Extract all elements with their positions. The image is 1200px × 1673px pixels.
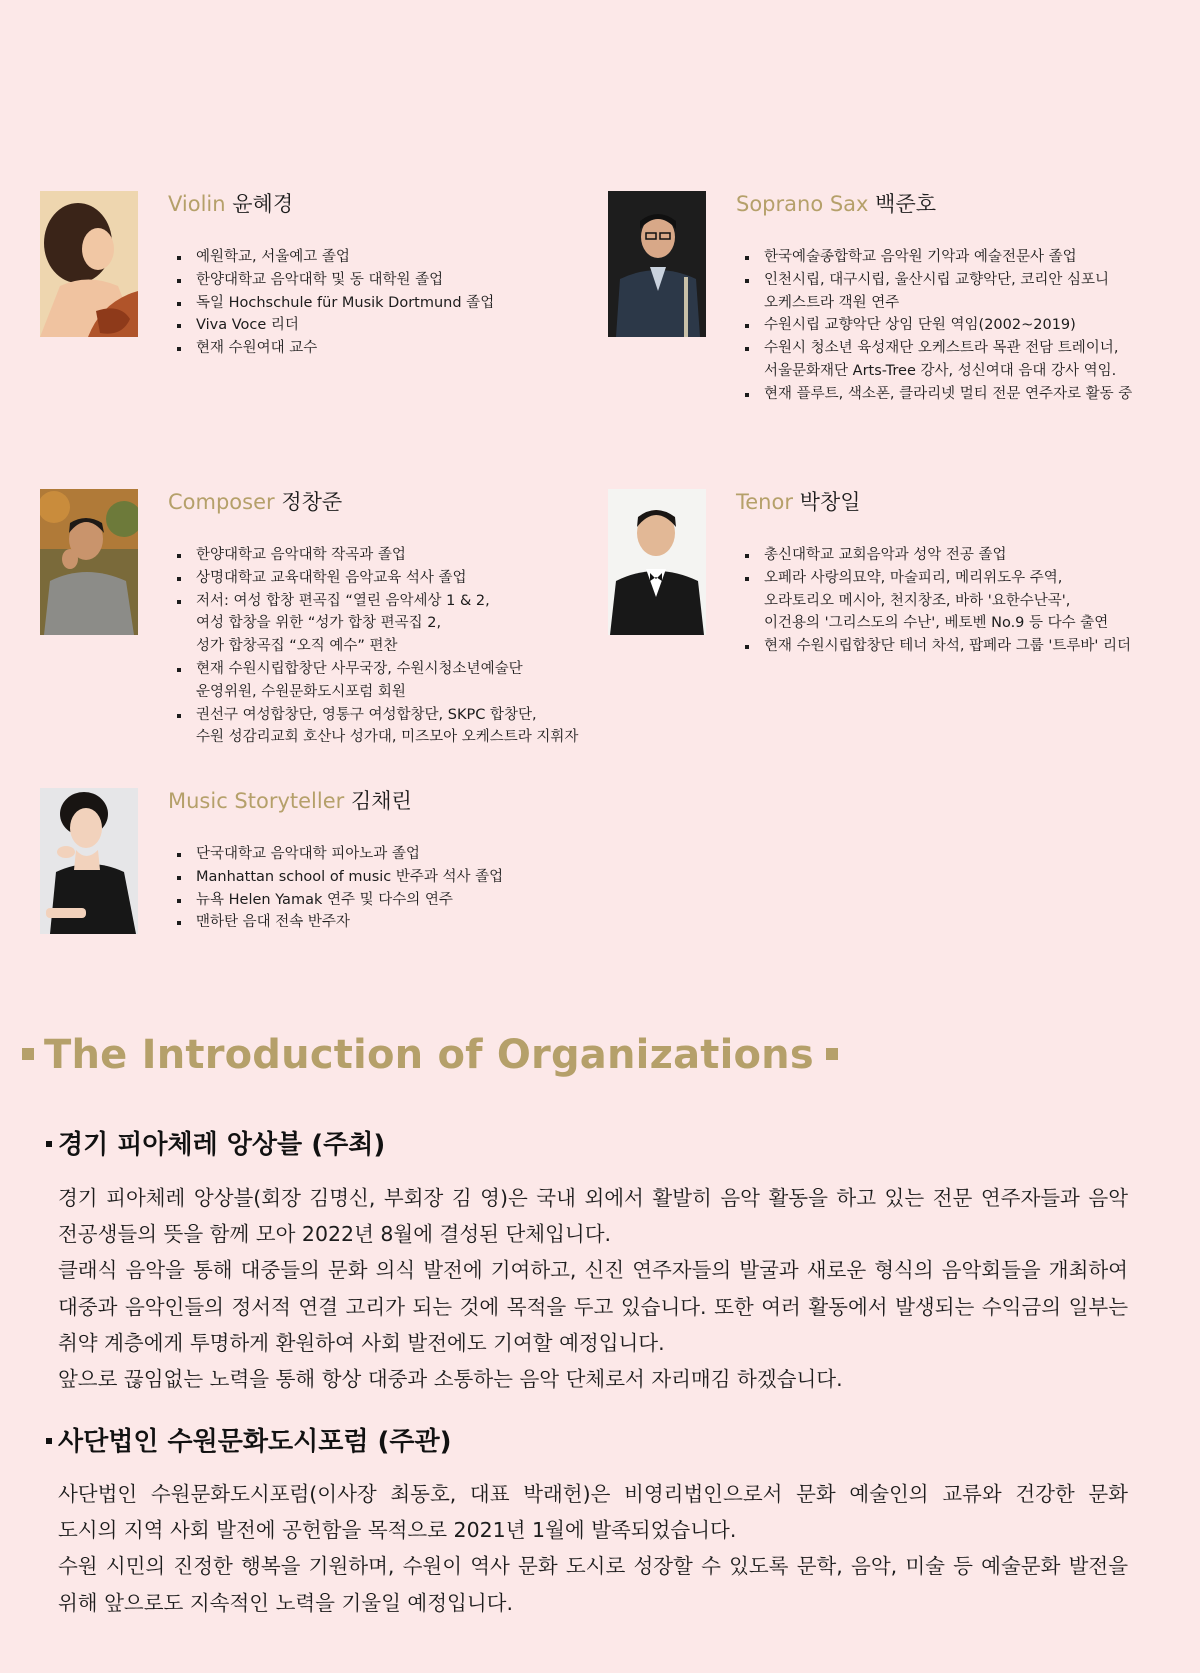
square-bullet-icon	[46, 1141, 52, 1147]
bio-line: 한국예술종합학교 음악원 기악과 예술전문사 졸업	[764, 249, 1077, 265]
performer-name: 백준호	[875, 192, 937, 216]
bio-item	[168, 911, 588, 934]
bio-line: 여성 합창을 위한 “성가 합창 편곡집 2,	[196, 615, 442, 632]
performer-heading	[168, 788, 412, 814]
bio-item	[736, 635, 1200, 658]
bio-line: Viva Voce 리더	[196, 317, 299, 334]
bio-item	[168, 704, 628, 750]
bio-item	[736, 544, 1200, 567]
body-line: 대중과 음악인들의 정서적 연결 고리가 되는 것에 목적을 두고 있습니다. 또한 여러 활동에서 발생되는 수익금의 일부는	[58, 1294, 1128, 1319]
square-bullet-icon	[22, 1048, 34, 1060]
storyteller-photo	[40, 788, 138, 934]
body-line: 경기 피아체레 앙상블(회장 김명신, 부회장 김 영)은 국내 외에서 활발히 음악 활동을 하고 있는 전문 연주자들과 음악	[58, 1186, 1128, 1210]
bio-line: 오케스트라 객원 연주	[764, 294, 900, 311]
section-body	[58, 1180, 1128, 1397]
bio-line: 현재 수원시립합창단 사무국장, 수원시청소년예술단	[196, 660, 523, 677]
bio-line: 오페라 사랑의묘약, 마술피리, 메리위도우 주역,	[764, 569, 1063, 586]
bio-item	[168, 292, 588, 315]
bio-line: 독일 Hochschule für Musik Dortmund 졸업	[196, 294, 495, 311]
bio-line: 운영위원, 수원문화도시포럼 회원	[196, 683, 406, 700]
square-bullet-icon	[46, 1438, 52, 1444]
bio-item	[736, 567, 1200, 635]
bio-line: 총신대학교 교회음악과 성악 전공 졸업	[764, 547, 1007, 563]
square-bullet-icon	[826, 1048, 838, 1060]
section-heading	[46, 1424, 452, 1460]
body-line: 사단법인 수원문화도시포럼(이사장 최동호, 대표 박래헌)은 비영리법인으로서 문화 예술인의 교류와 건강한 문화	[58, 1482, 1128, 1506]
body-line: 취약 계층에게 투명하게 환원하여 사회 발전에도 기여할 예정입니다.	[58, 1330, 665, 1355]
body-line: 전공생들의 뜻을 함께 모아 2022년 8월에 결성된 단체입니다.	[58, 1222, 612, 1247]
bio-line: 수원시 청소년 육성재단 오케스트라 목관 전담 트레이너,	[764, 340, 1119, 357]
organizations-title-text: The Introduction of Organizations	[44, 1032, 814, 1078]
performer-heading	[168, 191, 293, 217]
bio-line: 상명대학교 교육대학원 음악교육 석사 졸업	[196, 569, 467, 586]
bio-item	[168, 658, 628, 704]
body-line: 앞으로 끊임없는 노력을 통해 항상 대중과 소통하는 음악 단체로서 자리매김 하겠습니다.	[58, 1367, 843, 1392]
performer-name: 정창준	[281, 490, 343, 514]
composer-photo	[40, 489, 138, 635]
body-line: 도시의 지역 사회 발전에 공헌함을 목적으로 2021년 1월에 발족되었습니다.	[58, 1518, 737, 1543]
tenor-photo	[608, 489, 706, 635]
bio-line: 성가 합창곡집 “오직 예수” 편찬	[196, 638, 398, 655]
violinist-photo	[40, 191, 138, 337]
bio-line: 현재 수원여대 교수	[196, 340, 318, 357]
bio-item	[168, 590, 628, 658]
section-heading-text: 경기 피아체레 앙상블 (주최)	[58, 1130, 386, 1160]
bio-item	[168, 567, 628, 590]
organizations-title	[22, 1025, 838, 1085]
bio-line: 단국대학교 음악대학 피아노과 졸업	[196, 846, 420, 862]
bio-item	[168, 544, 628, 567]
role-label: Tenor	[736, 490, 793, 514]
bio-item	[736, 383, 1200, 406]
performer-name: 윤혜경	[232, 192, 294, 216]
bio-item	[736, 246, 1200, 269]
bio-list	[736, 246, 1200, 406]
performer-name: 박창일	[799, 490, 861, 514]
bio-line: 권선구 여성합창단, 영통구 여성합창단, SKPC 합창단,	[196, 706, 537, 723]
bio-line: 수원시립 교향악단 상임 단원 역임(2002~2019)	[764, 317, 1076, 334]
bio-item	[168, 269, 588, 292]
bio-line: 예원학교, 서울예고 졸업	[196, 249, 350, 265]
bio-item	[168, 866, 588, 889]
bio-list	[168, 843, 588, 934]
bio-line: 현재 수원시립합창단 테너 차석, 팝페라 그룹 '트루바' 리더	[764, 638, 1132, 655]
bio-line: 뉴욕 Helen Yamak 연주 및 다수의 연주	[196, 891, 453, 908]
section-body	[58, 1476, 1128, 1621]
performer-heading	[736, 191, 936, 217]
bio-line: 맨하탄 음대 전속 반주자	[196, 914, 350, 931]
bio-item	[736, 337, 1200, 383]
performer-name: 김채린	[350, 789, 412, 813]
bio-item	[168, 889, 588, 912]
bio-line: 이건용의 '그리스도의 수난', 베토벤 No.9 등 다수 출연	[764, 615, 1109, 632]
bio-line: 한양대학교 음악대학 및 동 대학원 졸업	[196, 271, 444, 288]
bio-list	[168, 544, 628, 749]
bio-line: 인천시립, 대구시립, 울산시립 교향악단, 코리안 심포니	[764, 271, 1110, 288]
bio-line: 서울문화재단 Arts-Tree 강사, 성신여대 음대 강사 역임.	[764, 362, 1117, 379]
bio-line: 현재 플루트, 색소폰, 클라리넷 멀티 전문 연주자로 활동 중	[764, 385, 1133, 402]
bio-item	[168, 843, 588, 866]
bio-list	[168, 246, 588, 360]
section-heading-text: 사단법인 수원문화도시포럼 (주관)	[58, 1427, 452, 1457]
body-line: 수원 시민의 진정한 행복을 기원하며, 수원이 역사 문화 도시로 성장할 수 있도록 문학, 음악, 미술 등 예술문화 발전을	[58, 1554, 1128, 1579]
bio-line: 오라토리오 메시아, 천지창조, 바하 '요한수난곡',	[764, 592, 1071, 609]
bio-item	[168, 314, 588, 337]
performer-heading	[168, 489, 342, 515]
bio-item	[736, 314, 1200, 337]
bio-line: 저서: 여성 합창 편곡집 “열린 음악세상 1 & 2,	[196, 592, 490, 609]
bio-item	[168, 246, 588, 269]
role-label: Violin	[168, 192, 226, 216]
saxophonist-photo	[608, 191, 706, 337]
body-line: 위해 앞으로도 지속적인 노력을 기울일 예정입니다.	[58, 1590, 513, 1615]
role-label: Soprano Sax	[736, 192, 869, 216]
role-label: Composer	[168, 490, 275, 514]
bio-line: Manhattan school of music 반주과 석사 졸업	[196, 868, 504, 885]
bio-line: 수원 성감리교회 호산나 성가대, 미즈모아 오케스트라 지휘자	[196, 729, 579, 746]
body-line: 클래식 음악을 통해 대중들의 문화 의식 발전에 기여하고, 신진 연주자들의 발굴과 새로운 형식의 음악회들을 개최하여	[58, 1258, 1128, 1283]
bio-line: 한양대학교 음악대학 작곡과 졸업	[196, 547, 406, 563]
bio-item	[168, 337, 588, 360]
role-label: Music Storyteller	[168, 789, 345, 813]
performer-heading	[736, 489, 861, 515]
bio-item	[736, 269, 1200, 315]
section-heading	[46, 1127, 385, 1163]
bio-list	[736, 544, 1200, 658]
